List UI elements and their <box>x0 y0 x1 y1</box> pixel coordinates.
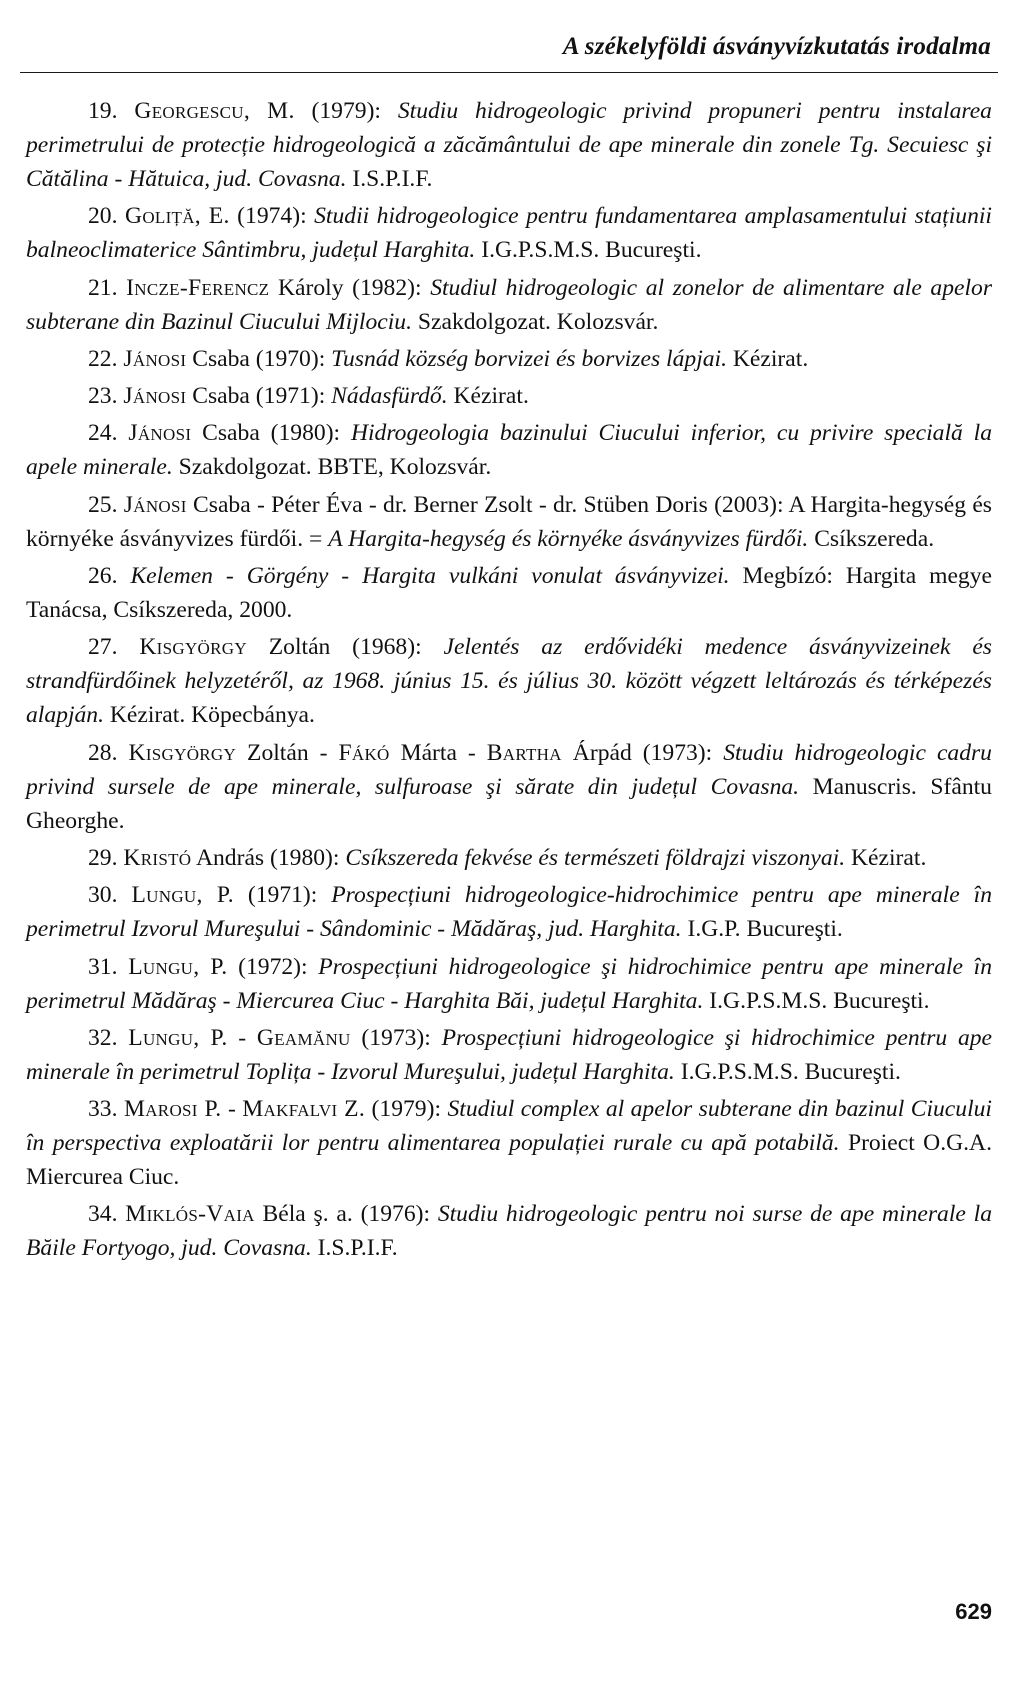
bibliography-entry <box>26 630 992 732</box>
bibliography-entry <box>26 736 992 838</box>
entry-coauthor: Bartha <box>486 739 562 766</box>
bibliography-entry <box>26 199 992 267</box>
entry-publisher: I.S.P.I.F. <box>346 166 433 192</box>
entry-author: Jánosi <box>128 420 192 447</box>
entry-number: 27. <box>88 634 118 661</box>
entry-author: Lungu, P. <box>131 882 234 909</box>
entry-coauthor: Makfalvi Z. <box>242 1096 366 1123</box>
bibliography-entry <box>26 878 992 946</box>
entry-title: Hidrogeologia bazinului Ciucului inferior, cu privire specială la apele minerale. <box>26 420 992 481</box>
entry-number: 32. <box>88 1024 118 1051</box>
entry-author: Jánosi <box>123 491 187 518</box>
entry-title: A Hargita-hegység és környéke ásványvizes fürdői. <box>328 525 809 552</box>
entry-coauthor-given: Márta - <box>389 739 487 766</box>
entry-year: (1979): <box>365 1096 448 1123</box>
entry-publisher: Szakdolgozat. Kolozsvár. <box>412 308 659 335</box>
entry-title: Prospecțiuni hidrogeologice şi hidrochimice pentru ape minerale în perimetrul Mădăraş - Miercurea Ciuc - Harghita Băi, județul Harghita. <box>26 953 993 1014</box>
bibliography-entry <box>26 342 992 376</box>
bibliography-entry <box>26 488 992 556</box>
entry-year: Zoltán - <box>236 739 339 766</box>
entry-year: Árpád (1973): <box>561 739 724 766</box>
entry-year: Csaba (1971): <box>186 383 332 410</box>
entry-author: Miklós-Vaia <box>125 1201 255 1228</box>
entry-author: Kisgyörgy <box>128 739 237 766</box>
entry-publisher: I.G.P.S.M.S. Bucureşti. <box>703 987 930 1014</box>
entry-author: Marosi P. <box>123 1096 222 1123</box>
entry-number: 19. <box>88 98 118 124</box>
entry-author: Kisgyörgy <box>139 634 247 661</box>
entry-title: Studiul hidrogeologic al zonelor de alimentare ale apelor subterane din Bazinul Ciucului Mijlociu. <box>26 274 993 335</box>
entry-author: Incze-Ferencz <box>126 274 270 301</box>
entry-number: 21. <box>88 274 118 301</box>
entry-number: 33. <box>88 1096 118 1123</box>
running-head: A székelyföldi ásványvízkutatás irodalma <box>562 33 991 60</box>
bibliography-entry <box>26 1021 992 1089</box>
entry-year: Károly (1982): <box>269 274 431 301</box>
entry-publisher: Megbízó: Hargita megye Tanácsa, Csíkszereda, 2000. <box>26 563 992 624</box>
entry-author: Goliță, E. <box>124 203 230 230</box>
bibliography-entry <box>26 94 992 196</box>
entry-publisher: I.G.P.S.M.S. Bucureşti. <box>674 1058 901 1085</box>
entry-publisher: Szakdolgozat. BBTE, Kolozsvár. <box>172 454 492 481</box>
entry-number: 29. <box>88 844 118 871</box>
entry-publisher: Kézirat. Köpecbánya. <box>104 702 315 729</box>
entry-title: Nádasfürdő. <box>331 383 448 410</box>
entry-year: Zoltán (1968): <box>246 634 444 661</box>
entry-number: 25. <box>88 491 118 518</box>
entry-number: 24. <box>88 420 118 447</box>
entry-year: Csaba (1980): <box>191 420 351 447</box>
entry-title: Studiu hidrogeologic privind propuneri pentru instalarea perimetrului de protecție hidrogeologică a zăcământului de ape minerale din zonele Tg. Secuiesc şi Cătălina - Hătuica, jud. Covasna. <box>26 98 992 192</box>
entry-author: Jánosi <box>123 345 187 372</box>
entry-number: 28. <box>88 739 118 766</box>
bibliography-entry <box>26 559 992 627</box>
entry-publisher: Kézirat. <box>447 383 529 410</box>
header-rule <box>20 72 998 73</box>
entry-title: Kelemen - Görgény - Hargita vulkáni vonulat ásványvizei. <box>130 563 730 590</box>
bibliography-entry <box>26 950 992 1018</box>
entry-title: Prospecțiuni hidrogeologice-hidrochimice pentru ape minerale în perimetrul Izvorul Mureşului - Sândominic - Mădăraş, jud. Harghita. <box>26 882 992 943</box>
entry-year <box>118 563 131 589</box>
entry-publisher: I.G.P. Bucureşti. <box>681 916 843 943</box>
entry-title: Studiu hidrogeologic cadru privind sursele de ape minerale, sulfuroase şi sărate din județul Covasna. <box>26 739 992 800</box>
entry-title: Studiu hidrogeologic pentru noi surse de ape minerale la Băile Fortyogo, jud. Covasna. <box>26 1201 992 1262</box>
entry-publisher: Csíkszereda. <box>808 525 935 552</box>
entry-year: Csaba (1970): <box>186 345 332 372</box>
entry-coauthor: Geamănu <box>256 1024 351 1051</box>
entry-title: Tusnád község borvizei és borvizes lápjai. <box>331 345 727 372</box>
entry-year: Csaba - Péter Éva - dr. Berner Zsolt - dr. Stüben Doris (2003): A Hargita-hegység és környéke ásványvizes fürdői. = <box>26 491 992 552</box>
entry-publisher: I.G.P.S.M.S. Bucureşti. <box>475 237 702 264</box>
entry-number: 30. <box>88 882 118 909</box>
entry-year: Béla ş. a. (1976): <box>254 1201 438 1228</box>
entry-publisher: Manuscris. Sfântu Gheorghe. <box>26 773 992 834</box>
entry-author: Lungu, P. <box>128 953 228 980</box>
bibliography-entry <box>26 379 992 413</box>
bibliography-entry <box>26 1197 992 1265</box>
bibliography-entry <box>26 416 992 484</box>
entry-number: 26. <box>88 563 118 590</box>
entry-coauthor: Fákó <box>338 739 390 766</box>
entry-publisher: I.S.P.I.F. <box>311 1235 398 1262</box>
entry-author: Georgescu, M. <box>134 98 295 124</box>
entry-title: Studii hidrogeologice pentru fundamentarea amplasamentului stațiunii balneoclimaterice Sântimbru, județul Harghita. <box>26 203 992 264</box>
bibliography-list <box>26 94 992 1269</box>
bibliography-entry <box>26 841 992 875</box>
entry-title: Prospecțiuni hidrogeologice şi hidrochimice pentru ape minerale în perimetrul Toplița - Izvorul Mureşului, județul Harghita. <box>26 1024 993 1085</box>
entry-number: 22. <box>88 345 118 372</box>
entry-title: Studiul complex al apelor subterane din bazinul Ciucului în perspectiva exploatării lor pentru alimentarea populației rurale cu apă potabilă. <box>26 1096 992 1157</box>
bibliography-entry <box>26 1092 992 1194</box>
entry-publisher: Kézirat. <box>845 844 927 871</box>
entry-title: Csíkszereda fekvése és természeti földrajzi viszonyai. <box>345 844 846 871</box>
entry-number: 31. <box>88 953 118 980</box>
entry-year: (1973): <box>350 1024 442 1051</box>
bibliography-entry <box>26 271 992 339</box>
entry-publisher: Proiect O.G.A. Miercurea Ciuc. <box>26 1130 992 1191</box>
entry-author: Jánosi <box>123 383 187 410</box>
entry-year: (1971): <box>233 882 332 909</box>
entry-year: (1979): <box>294 98 398 124</box>
entry-author: Lungu, P. <box>128 1024 228 1051</box>
entry-separator: - <box>221 1096 243 1123</box>
entry-year: (1974): <box>229 203 315 230</box>
entry-author: Kristó <box>123 844 192 871</box>
entry-title: Jelentés az erdővidéki medence ásványvizeinek és strandfürdőinek helyzetéről, az 1968. június 15. és július 30. között végzett leltározás és térképezés alapján. <box>26 634 992 729</box>
entry-number: 34. <box>88 1201 118 1228</box>
entry-year: András (1980): <box>191 844 346 871</box>
entry-publisher: Kézirat. <box>727 345 809 372</box>
entry-year: (1972): <box>227 953 319 980</box>
entry-number: 23. <box>88 383 118 410</box>
entry-number: 20. <box>88 203 118 230</box>
page-number: 629 <box>955 1599 992 1624</box>
entry-separator: - <box>227 1024 257 1051</box>
